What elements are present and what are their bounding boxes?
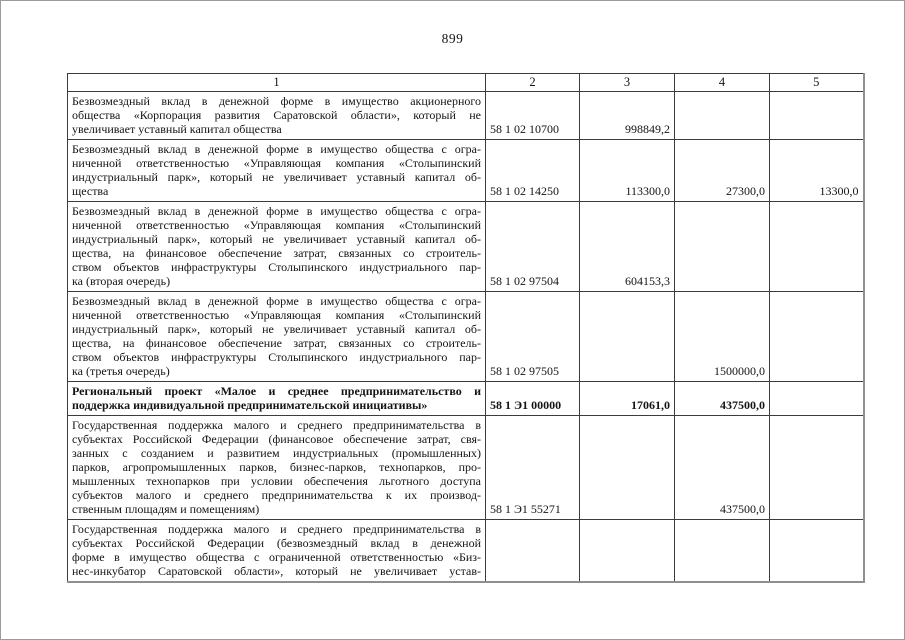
budget-table [67, 73, 865, 583]
description-text-line: ственным площадям и помещениям) [72, 502, 260, 516]
description-text-line: Безвозмездный вклад в денежной форме в имущество общества с огра- [72, 204, 481, 218]
row-amount-col5-cell [770, 382, 864, 416]
description-text-line: индустриальный парк», который не увеличивает уставный капитал об- [72, 170, 481, 184]
description-text-line: ниченной ответственностью «Управляющая компания «Столыпинский [72, 156, 481, 170]
row-amount-col3-cell: 17061,0 [580, 382, 675, 416]
description-text-line: форме в имущество общества с ограниченной ответственностью «Биз- [72, 550, 481, 564]
row-amount-col4-cell: 1500000,0 [675, 292, 770, 382]
table-body [68, 92, 864, 583]
page-number: 899 [441, 31, 464, 46]
description-text-line: ка (третья очередь) [72, 364, 170, 378]
table-row [68, 92, 864, 140]
description-text-line: индустриальный парк», который не увеличивает уставный капитал об- [72, 322, 481, 336]
row-amount-col3-cell: 998849,2 [580, 92, 675, 140]
description-text-line: субъектов малого и среднего предпринимательства к их производ- [72, 488, 481, 502]
row-amount-col5-cell: 13300,0 [770, 140, 864, 202]
row-description-cell [68, 520, 486, 583]
row-amount-col3-cell [580, 292, 675, 382]
description-text-line: общества «Корпорация развития Саратовской области», который не [72, 108, 481, 122]
row-amount-col4-cell [675, 520, 770, 583]
description-text-line: нес-инкубатор Саратовской области», который не увеличивает устав- [72, 564, 481, 578]
row-amount-col5-cell [770, 416, 864, 520]
row-description-cell [68, 382, 486, 416]
description-text-line: щества, на финансовое обеспечение затрат, связанных со строитель- [72, 336, 481, 350]
row-amount-col3-cell: 604153,3 [580, 202, 675, 292]
column-header: 3 [580, 74, 675, 92]
row-description-cell [68, 92, 486, 140]
row-code-cell: 58 1 02 97504 [486, 202, 580, 292]
row-description-cell [68, 292, 486, 382]
column-header: 5 [770, 74, 864, 92]
description-text-line: Государственная поддержка малого и среднего предпринимательства в [72, 418, 481, 432]
column-header: 4 [675, 74, 770, 92]
column-header: 2 [486, 74, 580, 92]
description-text-line: мышленных технопарков при условии обеспечения льготного доступа [72, 474, 481, 488]
row-amount-col5-cell [770, 520, 864, 583]
description-text-line: щества, на финансовое обеспечение затрат, связанных со строитель- [72, 246, 481, 260]
table-header-row [68, 74, 864, 92]
description-text-line: увеличивает уставный капитал общества [72, 122, 282, 136]
description-text-line: щества [72, 184, 109, 198]
row-amount-col5-cell [770, 292, 864, 382]
description-text-line: субъектах Российской Федерации (финансовое обеспечение затрат, свя- [72, 432, 481, 446]
row-code-cell: 58 1 02 97505 [486, 292, 580, 382]
row-code-cell: 58 1 02 10700 [486, 92, 580, 140]
row-description-cell [68, 416, 486, 520]
description-text-line: ством объектов инфраструктуры Столыпинского индустриального пар- [72, 260, 481, 274]
column-header: 1 [68, 74, 486, 92]
row-code-cell: 58 1 Э1 00000 [486, 382, 580, 416]
description-text-line: индустриальный парк», который не увеличивает уставный капитал об- [72, 232, 481, 246]
row-code-cell: 58 1 Э1 55271 [486, 416, 580, 520]
row-description-cell [68, 140, 486, 202]
description-text-line: Безвозмездный вклад в денежной форме в имущество акционерного [72, 94, 481, 108]
row-amount-col4-cell: 437500,0 [675, 382, 770, 416]
row-amount-col4-cell [675, 92, 770, 140]
row-amount-col5-cell [770, 92, 864, 140]
description-text-line: ка (вторая очередь) [72, 274, 171, 288]
description-text-line: ниченной ответственностью «Управляющая компания «Столыпинский [72, 218, 481, 232]
row-description-cell [68, 202, 486, 292]
description-text-line: Безвозмездный вклад в денежной форме в имущество общества с огра- [72, 142, 481, 156]
row-amount-col3-cell [580, 520, 675, 583]
row-code-cell [486, 520, 580, 583]
row-amount-col5-cell [770, 202, 864, 292]
description-text-line: Безвозмездный вклад в денежной форме в имущество общества с огра- [72, 294, 481, 308]
description-text-line: ством объектов инфраструктуры Столыпинского индустриального пар- [72, 350, 481, 364]
description-text-line: субъектах Российской Федерации (безвозмездный вклад в денежной [72, 536, 481, 550]
table-row [68, 382, 864, 416]
description-text-line: занных с созданием и развитием индустриальных (промышленных) [72, 446, 481, 460]
table-row [68, 202, 864, 292]
description-text-line: Региональный проект «Малое и среднее предпринимательство и [72, 384, 481, 398]
row-amount-col4-cell: 27300,0 [675, 140, 770, 202]
table-row [68, 416, 864, 520]
row-amount-col4-cell: 437500,0 [675, 416, 770, 520]
description-text-line: парков, агропромышленных парков, бизнес-парков, технопарков, про- [72, 460, 481, 474]
row-amount-col3-cell [580, 416, 675, 520]
description-text-line: Государственная поддержка малого и среднего предпринимательства в [72, 522, 481, 536]
table-row [68, 140, 864, 202]
description-text-line: поддержка индивидуальной предпринимательской инициативы» [72, 398, 428, 412]
table-row [68, 292, 864, 382]
row-amount-col4-cell [675, 202, 770, 292]
row-code-cell: 58 1 02 14250 [486, 140, 580, 202]
row-amount-col3-cell: 113300,0 [580, 140, 675, 202]
table-row [68, 520, 864, 583]
description-text-line: ниченной ответственностью «Управляющая компания «Столыпинский [72, 308, 481, 322]
